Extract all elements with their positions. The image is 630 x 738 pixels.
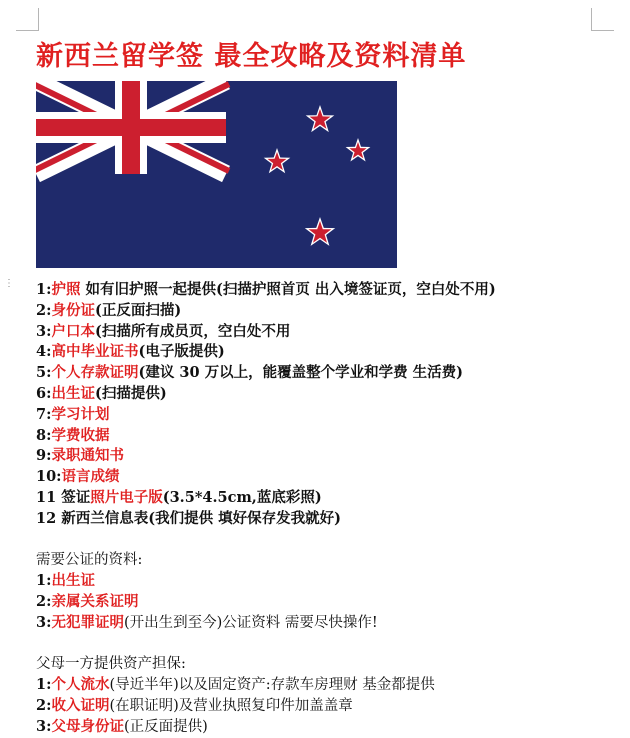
list-item: 3:父母身份证(正反面提供) bbox=[36, 717, 208, 735]
list-item: 2:收入证明(在职证明)及营业执照复印件加盖盖章 bbox=[36, 696, 353, 714]
list-item: 11 签证照片电子版(3.5*4.5cm,蓝底彩照) bbox=[36, 488, 322, 506]
list-item: 1:出生证 bbox=[36, 572, 95, 590]
list-item: 10:语言成绩 bbox=[36, 468, 120, 486]
list-item: 1:个人流水(导近半年)以及固定资产:存款车房理财 基金都提供 bbox=[36, 676, 435, 694]
page-corner-mark-left bbox=[16, 8, 39, 31]
list-item: 9:录职通知书 bbox=[36, 447, 124, 465]
list-item: 2:身份证(正反面扫描) bbox=[36, 301, 182, 319]
list-item: 3:户口本(扫描所有成员页，空白处不用 bbox=[36, 322, 291, 340]
required-documents-list bbox=[36, 280, 616, 530]
parent-guarantee-section bbox=[36, 654, 616, 737]
list-item: 6:出生证(扫描提供) bbox=[36, 384, 167, 402]
list-item: 7:学习计划 bbox=[36, 405, 110, 423]
page-corner-mark-right bbox=[591, 8, 614, 31]
document-title: 新西兰留学签 最全攻略及资料清单 bbox=[36, 41, 467, 72]
list-item: 12 新西兰信息表(我们提供 填好保存发我就好) bbox=[36, 509, 341, 527]
section-heading: 父母一方提供资产担保: bbox=[36, 656, 186, 673]
notarized-documents-section bbox=[36, 550, 616, 633]
drag-handle-icon[interactable]: ⋮ bbox=[4, 278, 14, 289]
paragraph-gap bbox=[36, 634, 616, 655]
list-item: 4:高中毕业证书(电子版提供) bbox=[36, 343, 225, 361]
paragraph-gap bbox=[36, 530, 616, 551]
list-item: 5:个人存款证明(建议 30 万以上，能覆盖整个学业和学费 生活费) bbox=[36, 364, 463, 382]
list-item: 8:学费收据 bbox=[36, 426, 110, 444]
section-heading: 需要公证的资料: bbox=[36, 552, 143, 569]
document-body bbox=[36, 280, 616, 738]
list-item: 3:无犯罪证明(开出生到至今)公证资料 需要尽快操作! bbox=[36, 613, 378, 631]
new-zealand-flag-image bbox=[36, 81, 397, 268]
list-item: 2:亲属关系证明 bbox=[36, 592, 139, 610]
list-item: 1:护照 如有旧护照一起提供(扫描护照首页 出入境签证页，空白处不用) bbox=[36, 281, 496, 298]
